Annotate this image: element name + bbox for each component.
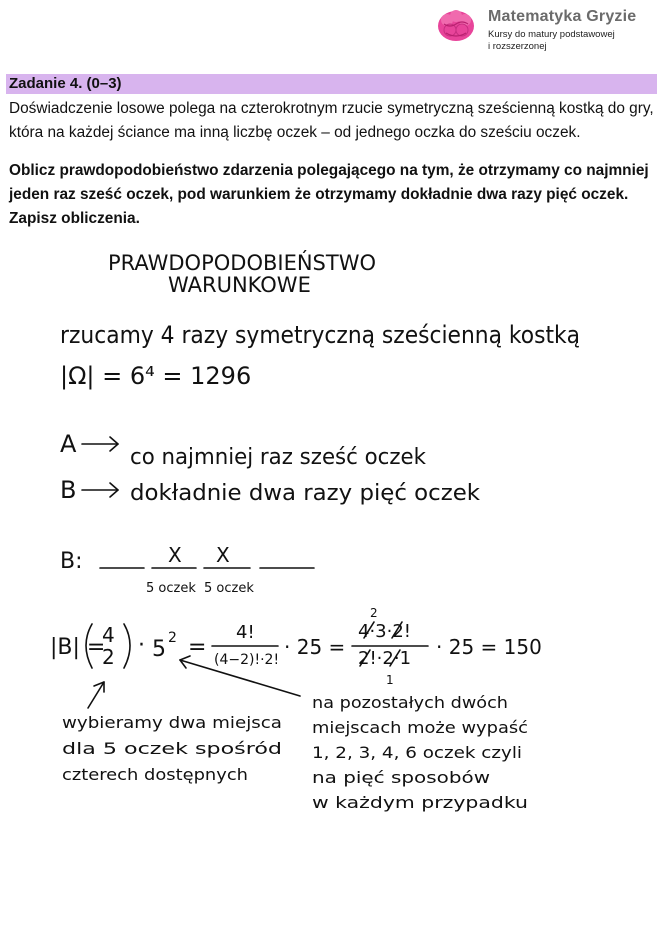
count-lhs: |B| =	[50, 635, 106, 660]
arrow-right-icon	[82, 437, 118, 451]
omega-formula: |Ω| = 6⁴ = 1296	[60, 362, 252, 390]
brand-tagline-line2: i rozszerzonej	[488, 41, 547, 52]
note-left-line3: czterech dostępnych	[62, 765, 248, 784]
times-25-result: · 25 = 150	[436, 635, 542, 659]
arrow-right-icon	[82, 483, 118, 497]
event-b-text: dokładnie dwa razy pięć oczek	[130, 481, 481, 506]
note-right-line1: na pozostałych dwóch	[312, 693, 508, 712]
binom-bottom: 2	[102, 645, 115, 669]
five-base: 5	[152, 637, 166, 662]
task-question: Oblicz prawdopodobieństwo zdarzenia polegającego na tym, że otrzymamy co najmniej jeden raz sześć oczek, pod warunkiem że otrzymamy dokładnie dwa razy pięć oczek. Zapisz obliczenia.	[9, 162, 649, 227]
frac2-numerator: 4·3·2!	[358, 621, 412, 642]
cancel-top-2: 2	[370, 606, 378, 620]
event-a-label: A	[60, 430, 77, 458]
frac1-numerator: 4!	[236, 622, 255, 643]
solution-intro: rzucamy 4 razy symetryczną sześcienną kostką	[60, 321, 580, 349]
cancel-bottom-1: 1	[386, 673, 394, 687]
arrow-up-icon	[88, 682, 104, 708]
solution-heading-line1: PRAWDOPODOBIEŃSTWO	[108, 251, 377, 275]
binom-top: 4	[102, 623, 115, 647]
equals-1: =	[188, 635, 207, 660]
slot-mark-1: X	[168, 543, 182, 567]
note-left-line1: wybieramy dwa miejsca	[62, 713, 282, 732]
slot-note-1: 5 oczek	[146, 581, 196, 596]
dot-1: ·	[138, 633, 145, 658]
brand-tagline-line1: Kursy do matury podstawowej	[488, 29, 615, 40]
note-right-line3: 1, 2, 3, 4, 6 oczek czyli	[312, 743, 522, 762]
note-right-line4: na pięć sposobów	[312, 768, 490, 787]
brand-name: Matematyka Gryzie	[488, 8, 637, 25]
frac1-denominator: (4−2)!·2!	[214, 652, 280, 668]
note-right-line2: miejscach może wypaść	[312, 718, 528, 737]
note-left-line2: dla 5 oczek spośród	[62, 739, 282, 758]
times-25-first: · 25 =	[284, 635, 346, 659]
slots-label: B:	[60, 549, 83, 574]
note-right-line5: w każdym przypadku	[312, 793, 528, 812]
event-b-label: B	[60, 476, 77, 504]
solution-heading-line2: WARUNKOWE	[168, 273, 311, 297]
slot-note-2: 5 oczek	[204, 581, 254, 596]
task-description: Doświadczenie losowe polega na czterokrotnym rzucie symetryczną sześcienną kostką do gry, która na każdej ściance ma inną liczbę oczek – od jednego oczka do sześciu oczek.	[9, 100, 654, 141]
event-a-text: co najmniej raz sześć oczek	[130, 445, 427, 470]
frac2-denominator: 2!·2·1	[358, 648, 412, 669]
task-title: Zadanie 4. (0–3)	[9, 75, 122, 92]
five-exponent: 2	[168, 630, 177, 646]
slot-mark-2: X	[216, 543, 230, 567]
